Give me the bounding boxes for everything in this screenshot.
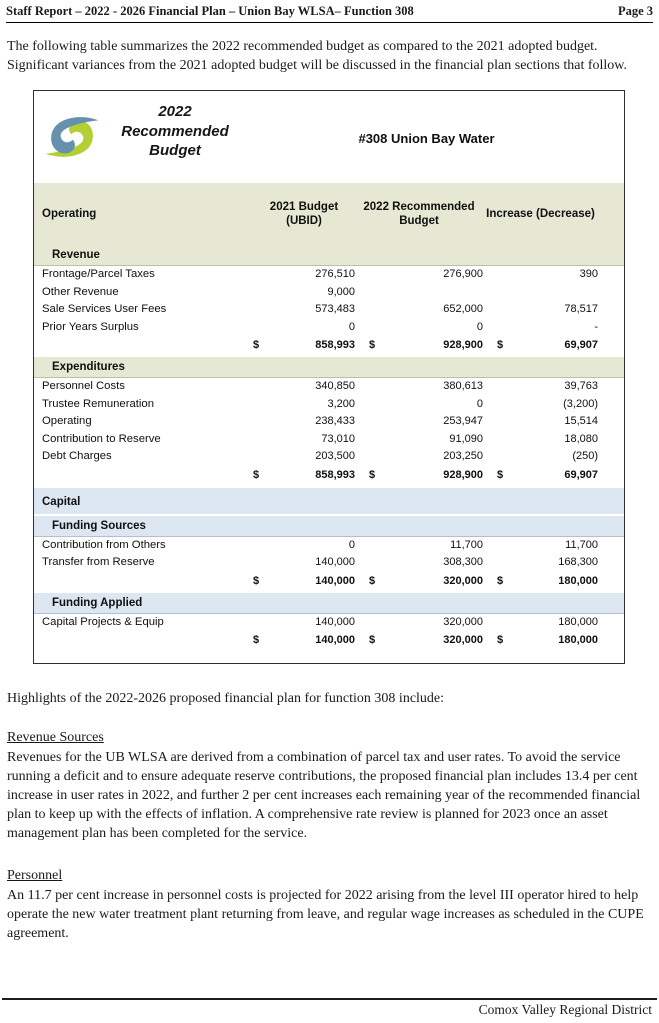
footer-organization: Comox Valley Regional District [478,1002,652,1017]
dollar-sign [355,378,382,396]
table-masthead [34,91,624,183]
total-row [34,631,624,650]
value-increase [511,284,598,302]
footer-rule [2,998,657,1000]
value-increase: (3,200) [563,397,598,410]
row-label: Personnel Costs [42,380,125,393]
total-row [34,466,624,485]
table-row [34,301,624,319]
section-band [34,357,624,378]
value-2021: 203,500 [315,450,355,463]
dollar-sign [253,554,271,572]
value-2022: 11,700 [450,538,483,551]
dollar-sign [483,614,511,632]
row-label: Contribution from Others [42,538,166,551]
section-band [34,488,624,514]
value-2021: 9,000 [327,285,355,298]
operating-section-label: Operating [42,208,97,221]
row-label: Prior Years Surplus [42,320,139,333]
value-2022: 276,900 [443,268,483,281]
value-2021: 140,000 [315,615,355,628]
dollar-sign [483,301,511,319]
dollar-sign [483,378,511,396]
table-row [34,448,624,466]
column-header-2022-recommended: 2022 Recommended Budget [363,200,475,228]
dollar-sign [483,284,511,302]
value-2022: 320,000 [443,634,483,647]
table-row [34,554,624,572]
dollar-sign [355,301,382,319]
table-row [34,266,624,284]
value-2022: 320,000 [443,615,483,628]
table-row [34,284,624,302]
dollar-sign [483,319,511,337]
section-band [34,593,624,614]
budget-title-line: 2022 [158,103,192,121]
dollar-sign [253,413,271,431]
dollar-sign [253,319,271,337]
value-2022: 253,947 [443,415,483,428]
dollar-sign [253,537,271,555]
value-increase: 390 [579,268,598,281]
dollar-sign [483,396,511,414]
section-heading-personnel: Personnel [7,867,63,883]
value-2022: 0 [476,397,483,410]
dollar-sign [483,431,511,449]
dollar-sign [355,396,382,414]
row-label: Other Revenue [42,285,119,298]
budget-title-line: Budget [149,141,201,159]
dollar-sign [253,614,271,632]
table-row [34,537,624,555]
value-increase: 78,517 [564,303,598,316]
value-2022: 320,000 [443,574,483,587]
dollar-sign: $ [253,634,260,647]
column-header-increase: Increase (Decrease) [486,208,595,221]
section-label: Funding Sources [52,519,146,532]
value-increase: 18,080 [564,432,598,445]
dollar-sign [355,266,382,284]
value-2021: 858,993 [315,339,355,352]
section-label: Capital [42,495,81,508]
value-increase: 180,000 [558,615,598,628]
dollar-sign: $ [253,468,260,481]
section-label: Funding Applied [52,596,143,609]
value-2022: 0 [476,320,483,333]
page-header [6,4,653,23]
value-2022: 928,900 [443,339,483,352]
operating-header-row [34,183,624,245]
section-label: Expenditures [52,361,125,374]
row-label: Debt Charges [42,450,112,463]
table-row [34,378,624,396]
value-increase: 39,763 [564,380,598,393]
dollar-sign: $ [497,574,504,587]
budget-table [33,90,625,664]
dollar-sign: $ [253,339,260,352]
row-label: Transfer from Reserve [42,556,155,569]
dollar-sign: $ [369,574,376,587]
section-band [34,245,624,266]
value-2021: 0 [348,538,355,551]
dollar-sign [483,413,511,431]
dollar-sign [483,554,511,572]
dollar-sign [355,413,382,431]
section-band [34,516,624,537]
value-2022: 91,090 [449,432,483,445]
table-row [34,413,624,431]
value-2021: 140,000 [315,634,355,647]
row-label [34,466,253,485]
dollar-sign [253,448,271,466]
highlights-paragraph: Highlights of the 2022-2026 proposed financial plan for function 308 include: [7,691,445,707]
value-2021: 140,000 [315,556,355,569]
value-2022: 308,300 [443,556,483,569]
dollar-sign [253,301,271,319]
dollar-sign [355,614,382,632]
dollar-sign [253,396,271,414]
value-increase: 168,300 [558,556,598,569]
value-2021: 276,510 [315,268,355,281]
dollar-sign [483,266,511,284]
value-2021: 3,200 [327,397,355,410]
value-2022 [382,284,483,302]
dollar-sign: $ [497,339,504,352]
dollar-sign [355,537,382,555]
dollar-sign [355,284,382,302]
total-row [34,336,624,355]
value-increase: 180,000 [558,574,598,587]
report-title: Staff Report – 2022 - 2026 Financial Plan – Union Bay WLSA– Function 308 [6,4,414,18]
row-label: Contribution to Reserve [42,432,161,445]
dollar-sign [355,431,382,449]
dollar-sign: $ [369,468,376,481]
budget-title [98,102,252,160]
page-number: Page 3 [617,4,653,18]
dollar-sign [355,319,382,337]
dollar-sign: $ [369,634,376,647]
value-2021: 73,010 [321,432,355,445]
table-row [34,319,624,337]
value-2022: 928,900 [443,468,483,481]
value-increase: - [594,320,598,333]
value-2022: 203,250 [443,450,483,463]
row-label: Capital Projects & Equip [42,615,164,628]
table-row [34,431,624,449]
row-label [34,631,253,650]
value-2021: 340,850 [315,380,355,393]
row-label: Trustee Remuneration [42,397,154,410]
value-increase: 69,907 [564,339,598,352]
dollar-sign [253,378,271,396]
dollar-sign: $ [369,339,376,352]
dollar-sign: $ [497,468,504,481]
service-title: #308 Union Bay Water [358,131,495,147]
value-increase: 180,000 [558,634,598,647]
dollar-sign: $ [497,634,504,647]
cvrd-swirl-logo-icon [44,102,100,172]
dollar-sign [355,448,382,466]
dollar-sign [483,537,511,555]
value-2022: 652,000 [443,303,483,316]
budget-title-line: Recommended [121,122,229,140]
row-label: Operating [42,415,92,428]
value-2021: 858,993 [315,468,355,481]
row-label: Frontage/Parcel Taxes [42,268,155,281]
value-2022: 380,613 [443,380,483,393]
page-footer [0,998,659,1018]
section-heading-revenue-sources: Revenue Sources [7,729,104,745]
row-label: Sale Services User Fees [42,303,167,316]
table-row [34,614,624,632]
dollar-sign [253,284,271,302]
value-increase: 11,700 [565,538,598,551]
value-2021: 238,433 [315,415,355,428]
column-header-2021-budget: 2021 Budget (UBID) [269,200,339,228]
budget-rows [34,245,624,663]
value-increase: 15,514 [564,415,598,428]
section-label: Revenue [52,249,100,262]
dollar-sign [253,431,271,449]
value-2021: 573,483 [315,303,355,316]
dollar-sign [253,266,271,284]
value-2021: 0 [348,320,355,333]
row-label [34,336,253,355]
dollar-sign [355,554,382,572]
intro-paragraph: The following table summarizes the 2022 recommended budget as compared to the 2021 adopted budget. Significant variances from the 2021 adopted budget will be discussed in the financial plan sections that follow. [7,39,627,74]
total-row [34,572,624,591]
table-row [34,396,624,414]
row-label [34,572,253,591]
section-body-revenue-sources: Revenues for the UB WLSA are derived from a combination of parcel tax and user rates. To avoid the service running a deficit and to ensure adequate reserve contributions, the proposed financial plan includes 13.4 per cent increase in user rates in 2022, and further 2 per cent increases each remaining year of the recommended financial plan to keep up with the effects of inflation. A comprehensive rate review is planned for 2023 once an asset management plan has been completed for the service. [7,749,641,842]
value-increase: 69,907 [564,468,598,481]
dollar-sign: $ [253,574,260,587]
dollar-sign [483,448,511,466]
value-increase: (250) [572,450,598,463]
section-body-personnel: An 11.7 per cent increase in personnel costs is projected for 2022 arising from the level III operator hired to help operate the new water treatment plant returning from leave, and regular wage increases as scheduled in the CUPE agreement. [7,887,644,942]
value-2021: 140,000 [315,574,355,587]
